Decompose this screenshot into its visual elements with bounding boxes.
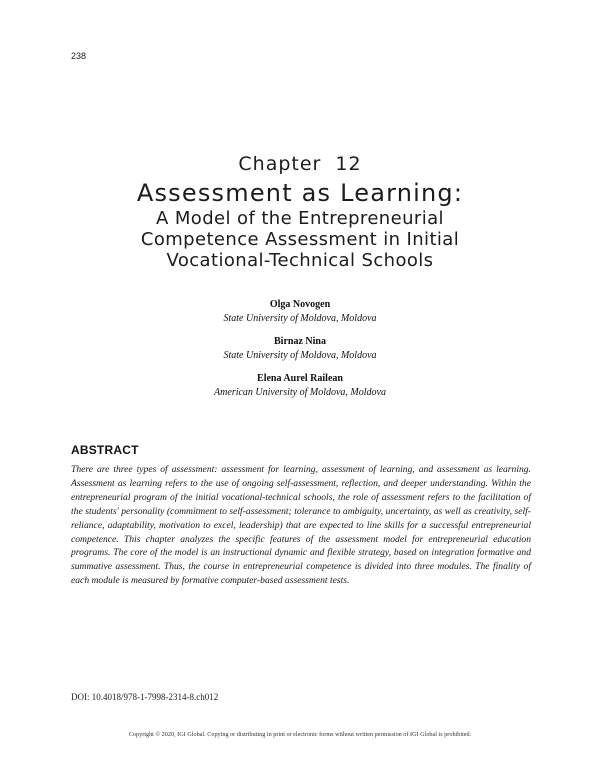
author-affiliation: State University of Moldova, Moldova — [223, 313, 377, 324]
doi-line: DOI: 10.4018/978-1-7998-2314-8.ch012 — [71, 692, 219, 702]
author-entry — [0, 335, 600, 363]
copyright-notice: Copyright © 2020, IGI Global. Copying or distributing in print or electronic forms without written permission of IGI Global is prohibited. — [128, 731, 472, 738]
author-entry — [0, 372, 600, 400]
author-entry — [0, 298, 600, 326]
author-name: Birnaz Nina — [274, 336, 326, 347]
abstract-text: There are three types of assessment: assessment for learning, assessment of learning, and assessment as learning. Assessment as learning refers to the use of ongoing self-assessment, reflection, and deeper understanding. Within the entrepreneurial program of the initial vocational-technical schools, the role of assessment refers to the facilitation of the students' personality (commitment to self-assessment; tolerance to ambiguity, uncertainty, as well as creativity, self-reliance, adaptability, motivation to excel, leadership) that are expected to line skills for a successful entrepreneurial competence. This chapter analyzes the specific features of the assessment model for entrepreneurial education programs. The core of the model is an instructional dynamic and flexible strategy, based on integration formative and summative assessment. Thus, the course in entrepreneurial competence is divided into three modules. The finality of each module is measured by formative computer-based assessment tests. — [71, 464, 531, 587]
abstract-heading: ABSTRACT — [71, 443, 139, 457]
author-name: Olga Novogen — [269, 299, 331, 310]
chapter-label: Chapter 12 — [238, 153, 362, 175]
chapter-subtitle-line-2: Competence Assessment in Initial — [140, 229, 460, 250]
chapter-subtitle-line-3: Vocational-Technical Schools — [166, 250, 434, 271]
author-affiliation: American University of Moldova, Moldova — [214, 387, 386, 398]
author-list — [0, 298, 600, 409]
author-affiliation: State University of Moldova, Moldova — [223, 350, 377, 361]
page-number: 238 — [71, 51, 87, 61]
chapter-subtitle-line-1: A Model of the Entrepreneurial — [156, 208, 444, 229]
author-name: Elena Aurel Railean — [257, 373, 343, 384]
chapter-title: Assessment as Learning: — [136, 179, 464, 207]
chapter-title-block — [0, 152, 600, 271]
